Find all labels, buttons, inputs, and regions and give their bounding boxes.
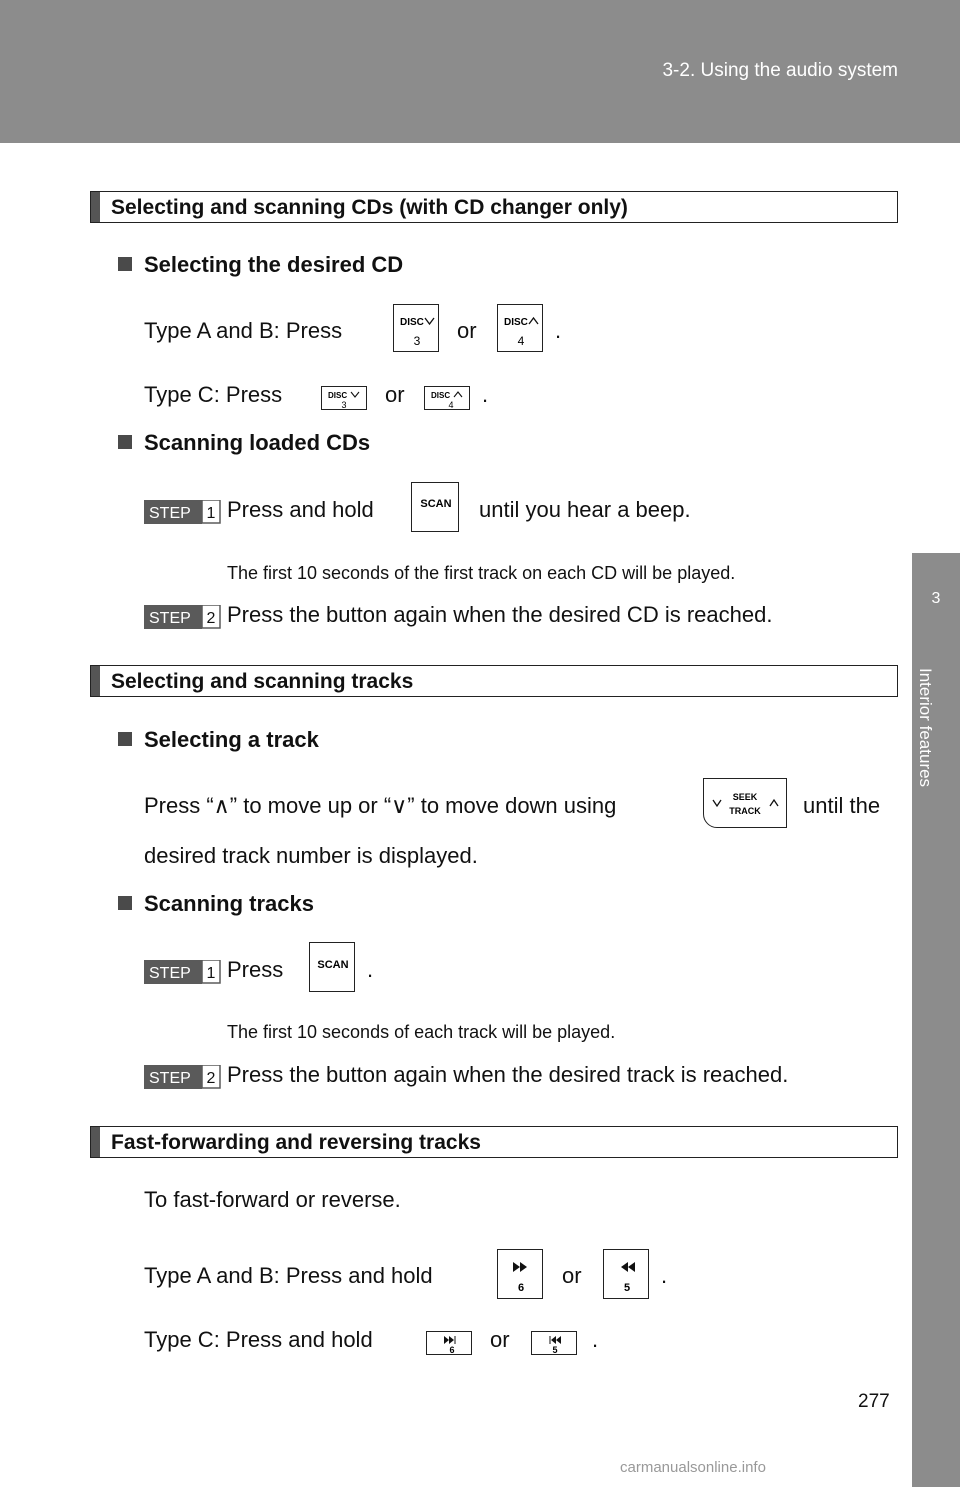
square-bullet-icon [118,732,132,746]
ff-type-c-text: Type C: Press and hold [144,1327,373,1352]
subheading-select-track: Selecting a track [118,727,319,753]
step-2-badge [144,1065,221,1089]
track-select-text: Press “∧” to move up or “∨” to move down using [144,793,617,818]
track-step2-text: Press the button again when the desired track is reached. [227,1062,789,1087]
disc-down-button [393,304,439,352]
svg-text:STEP: STEP [149,965,191,982]
fast-forward-icon [498,1250,544,1300]
header-section-title: 3-2. Using the audio system [662,60,898,81]
period-text: . [592,1327,599,1352]
or-text: or [490,1327,510,1352]
fast-forward-small-icon [427,1332,473,1356]
or-text: or [385,382,405,407]
step-1-badge [144,960,221,984]
ff-intro: To fast-forward or reverse. [144,1187,401,1212]
svg-text:5: 5 [623,1282,631,1294]
rewind-icon [604,1250,650,1300]
or-text: or [562,1263,582,1288]
svg-text:TRACK: TRACK [729,806,761,816]
track-select-suffix: until the [803,793,881,818]
square-bullet-icon [118,257,132,271]
svg-text:5: 5 [552,1345,558,1355]
disc-down-icon [394,305,440,353]
track-note: The first 10 seconds of each track will be played. [227,1022,616,1042]
svg-text:SCAN: SCAN [420,498,452,510]
step-2-badge [144,605,221,629]
subheading-select-cd: Selecting the desired CD [118,252,403,278]
fast-forward-button [497,1249,543,1299]
cd-step1-text: Press and hold [227,497,374,522]
disc-down-small-button [321,386,367,410]
svg-text:3: 3 [341,400,347,410]
svg-text:3: 3 [413,334,421,348]
period-text: . [367,957,374,982]
svg-text:DISC: DISC [431,391,451,400]
rewind-small-button [531,1331,577,1355]
watermark: carmanualsonline.info [620,1459,766,1476]
section-title: Selecting and scanning tracks [111,670,414,693]
track-step1-text: Press [227,957,284,982]
page-number: 277 [858,1391,890,1412]
svg-text:DISC: DISC [328,391,348,400]
svg-text:DISC: DISC [504,317,528,328]
svg-text:6: 6 [517,1282,525,1294]
svg-text:SEEK: SEEK [732,792,758,802]
svg-text:STEP: STEP [149,1070,191,1087]
period-text: . [555,318,562,343]
step-1-badge [144,500,221,524]
period-text: . [661,1263,668,1288]
or-text: or [457,318,477,343]
type-c-disc-text: Type C: Press [144,382,283,407]
svg-text:STEP: STEP [149,505,191,522]
disc-down-small-icon [322,387,368,411]
svg-text:1: 1 [206,965,216,982]
cd-step2-text: Press the button again when the desired CD is reached. [227,602,773,627]
track-select-line2: desired track number is displayed. [144,843,478,868]
svg-text:2: 2 [206,610,216,627]
square-bullet-icon [118,896,132,910]
scan-icon [310,943,356,993]
svg-text:2: 2 [206,1070,216,1087]
scan-icon [412,483,460,533]
subheading-scan-cds: Scanning loaded CDs [118,430,370,456]
ff-type-ab-text: Type A and B: Press and hold [144,1263,433,1288]
side-tab-number: 3 [931,590,941,607]
svg-text:6: 6 [449,1345,455,1355]
rewind-small-icon [532,1332,578,1356]
svg-text:4: 4 [517,334,525,348]
fast-forward-small-button [426,1331,472,1355]
side-tab-label: Interior features [916,668,935,788]
type-ab-disc-text: Type A and B: Press [144,318,343,343]
svg-text:1: 1 [206,505,216,522]
subheading-scan-tracks: Scanning tracks [118,891,314,917]
svg-text:DISC: DISC [400,317,424,328]
rewind-button [603,1249,649,1299]
section-header-tracks [90,665,898,697]
square-bullet-icon [118,435,132,449]
svg-text:STEP: STEP [149,610,191,627]
svg-text:SCAN: SCAN [317,959,349,971]
cd-step1-suffix: until you hear a beep. [479,497,691,522]
section-header-ff [90,1126,898,1158]
section-header-cd [90,191,898,223]
scan-button [411,482,459,532]
disc-up-button [497,304,543,352]
seek-track-icon [704,779,788,829]
section-title: Fast-forwarding and reversing tracks [111,1131,481,1154]
disc-up-icon [498,305,544,353]
scan-button [309,942,355,992]
svg-text:4: 4 [448,400,454,410]
cd-note: The first 10 seconds of the first track on each CD will be played. [227,563,736,583]
disc-up-small-icon [425,387,471,411]
seek-track-button [703,778,787,828]
disc-up-small-button [424,386,470,410]
section-title: Selecting and scanning CDs (with CD changer only) [111,196,628,219]
period-text: . [482,382,489,407]
